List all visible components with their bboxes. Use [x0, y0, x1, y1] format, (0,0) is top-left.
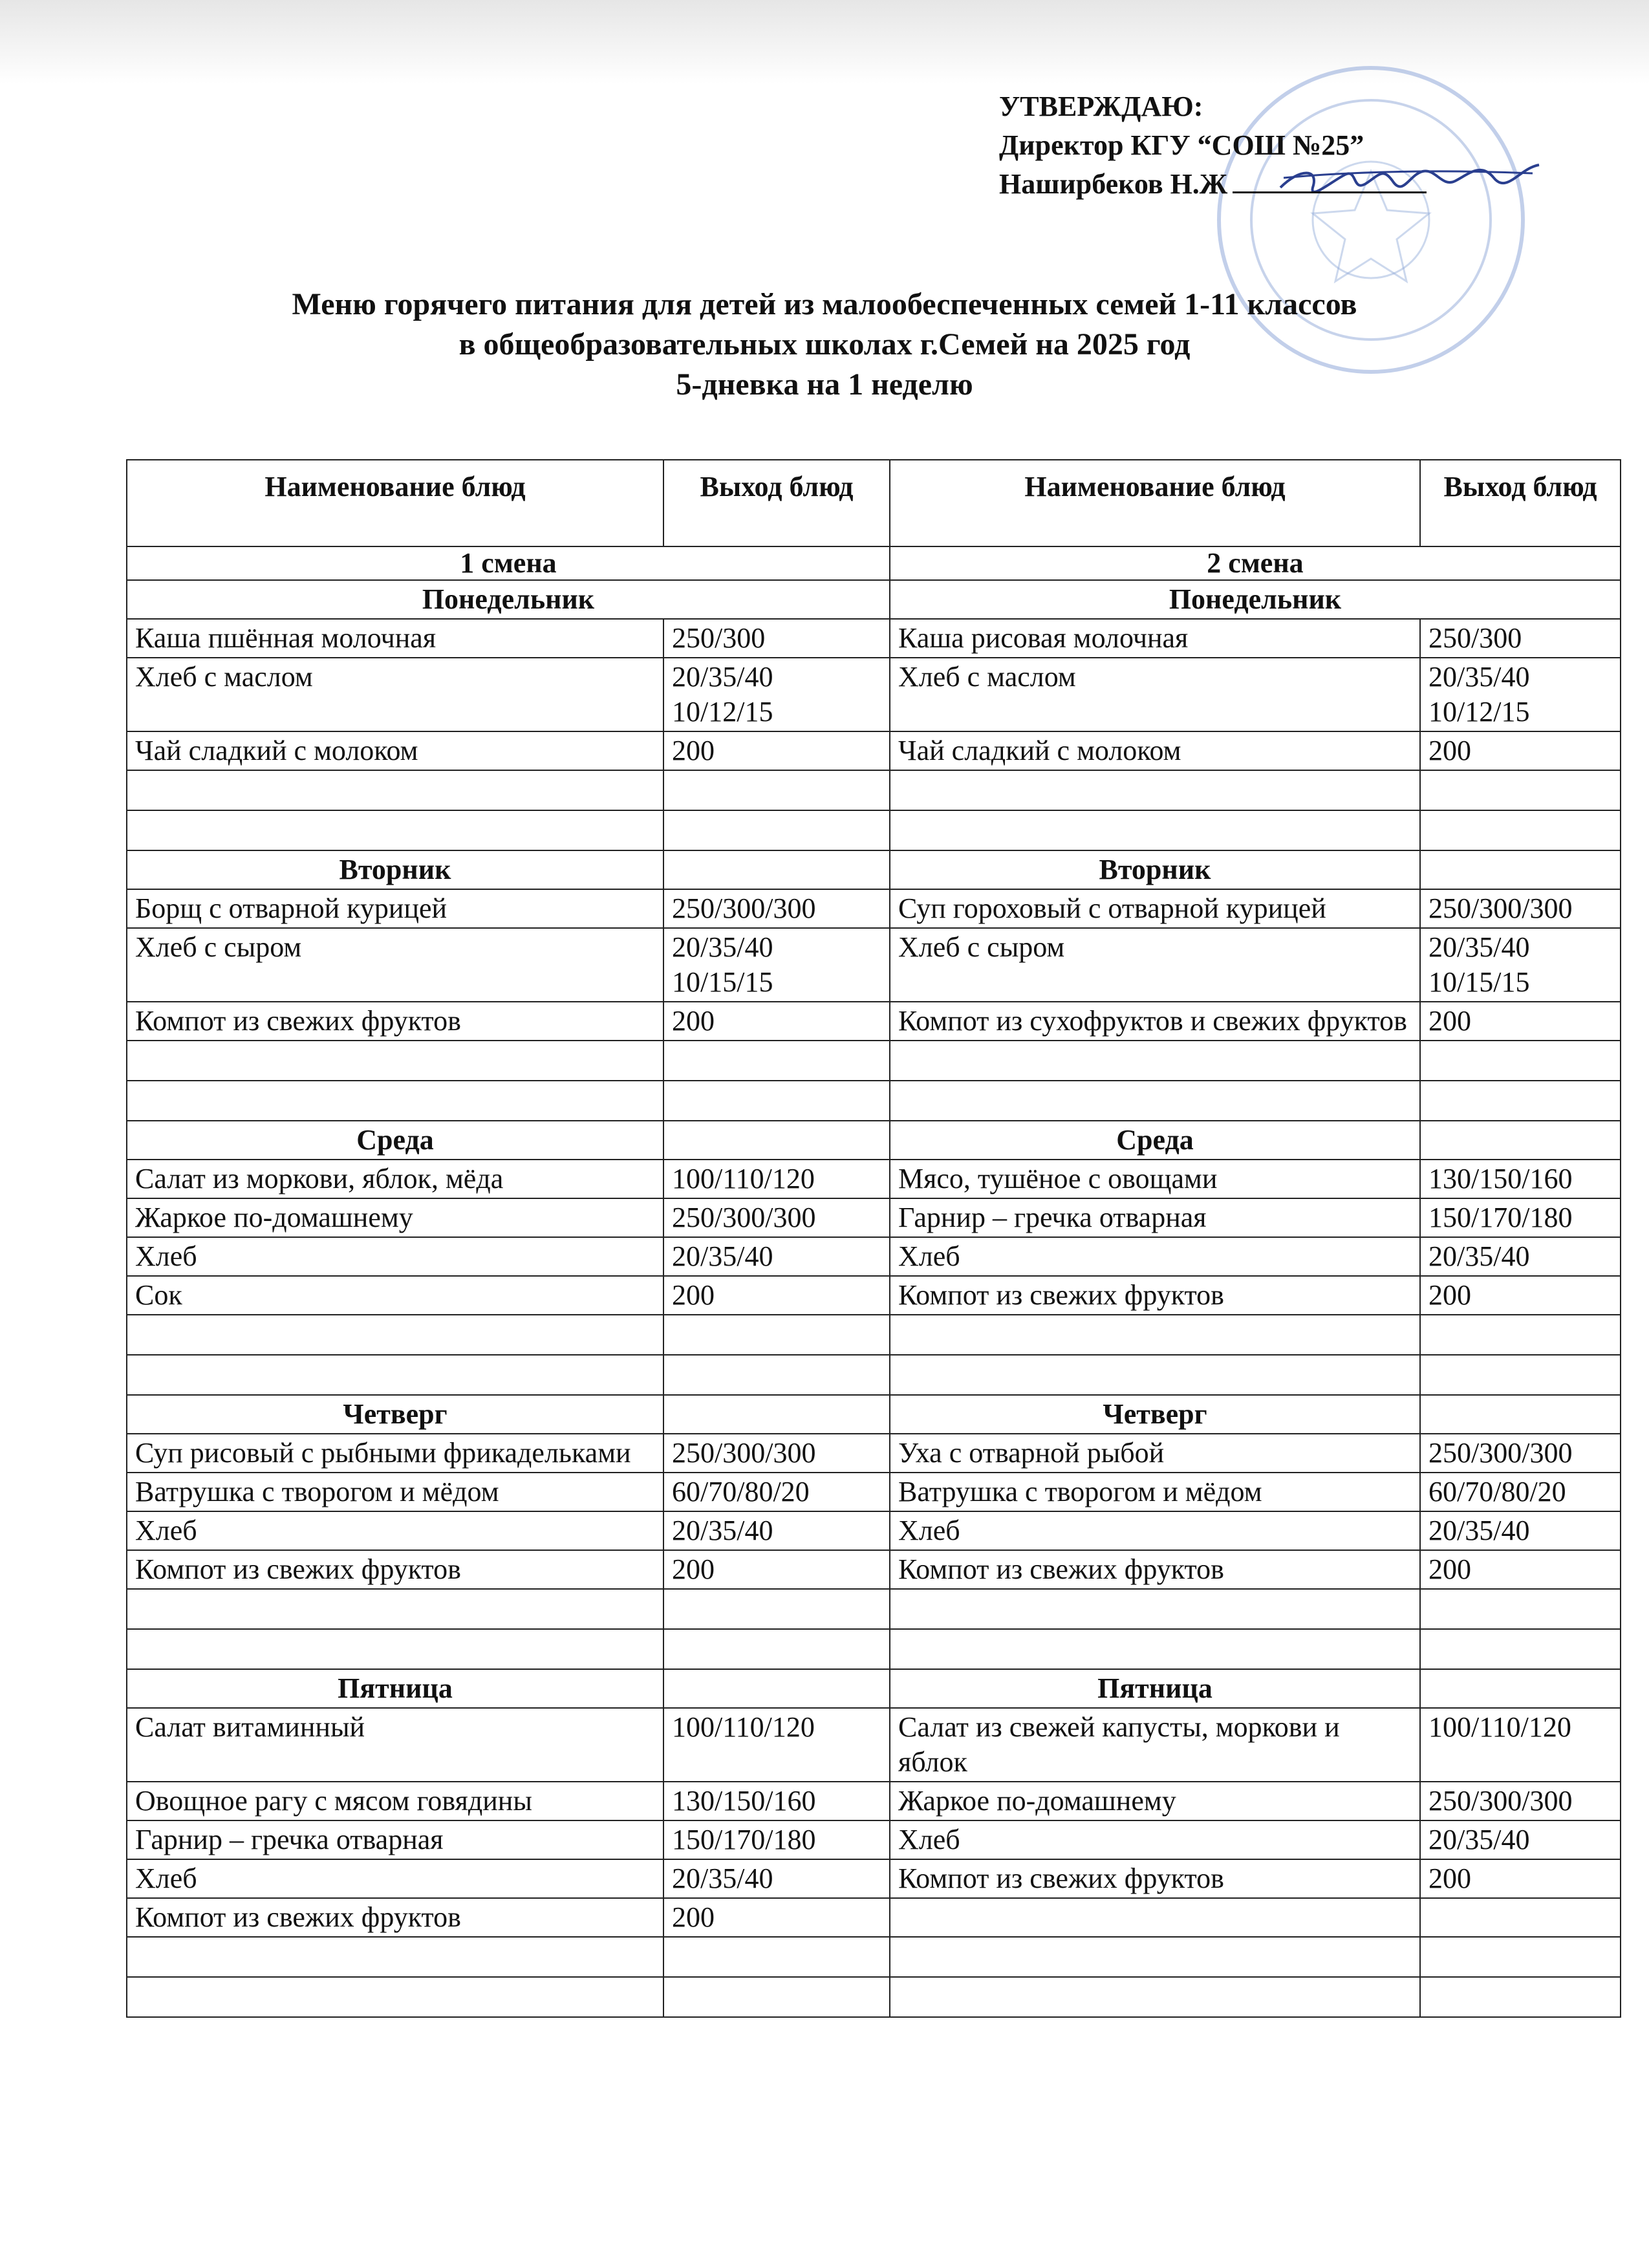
- header-dish-name-2: Наименование блюд: [890, 460, 1420, 546]
- day-label-shift-1: Вторник: [127, 850, 663, 889]
- dish-name-shift-1: Компот из свежих фруктов: [127, 1002, 663, 1041]
- table-row: [127, 928, 1621, 1002]
- portion-shift-1: [663, 1041, 890, 1081]
- empty-row: [127, 770, 1621, 810]
- day-label-shift-2: Понедельник: [890, 580, 1621, 619]
- table-row: [127, 1434, 1621, 1473]
- dish-name-shift-1: [127, 1589, 663, 1629]
- portion-shift-1: 100/110/120: [663, 1160, 890, 1198]
- dish-name-shift-1: Хлеб с сыром: [127, 928, 663, 1002]
- portion-shift-1: 20/35/40: [663, 1859, 890, 1898]
- day-label-shift-1: Среда: [127, 1121, 663, 1160]
- table-row: [127, 1859, 1621, 1898]
- portion-shift-1: 200: [663, 1550, 890, 1589]
- portion-shift-1: 250/300/300: [663, 1434, 890, 1473]
- dish-name-shift-2: Чай сладкий с молоком: [890, 731, 1420, 770]
- dish-name-shift-2: [890, 1629, 1420, 1669]
- dish-name-shift-1: Компот из свежих фруктов: [127, 1550, 663, 1589]
- portion-shift-2: 150/170/180: [1420, 1198, 1621, 1237]
- dish-name-shift-2: [890, 1937, 1420, 1977]
- day-empty-cell: [663, 1669, 890, 1708]
- dish-name-shift-1: Ватрушка с творогом и мёдом: [127, 1473, 663, 1511]
- portion-shift-1: 60/70/80/20: [663, 1473, 890, 1511]
- dish-name-shift-2: Хлеб: [890, 1237, 1420, 1276]
- day-row: [127, 1121, 1621, 1160]
- shift-row: [127, 546, 1621, 580]
- menu-table: [126, 459, 1621, 2018]
- empty-row: [127, 1315, 1621, 1355]
- shift-2-label: 2 смена: [890, 546, 1621, 580]
- empty-row: [127, 1041, 1621, 1081]
- approval-signer: [999, 165, 1427, 204]
- portion-shift-1: [663, 1589, 890, 1629]
- portion-shift-1: [663, 1315, 890, 1355]
- table-row: [127, 1550, 1621, 1589]
- empty-row: [127, 1081, 1621, 1121]
- portion-shift-2: 200: [1420, 731, 1621, 770]
- portion-shift-1: 20/35/40: [663, 1511, 890, 1550]
- table-row: [127, 619, 1621, 658]
- portion-shift-2: [1420, 1898, 1621, 1937]
- portion-shift-2: [1420, 770, 1621, 810]
- header-portion-1: Выход блюд: [663, 460, 890, 546]
- dish-name-shift-2: Уха с отварной рыбой: [890, 1434, 1420, 1473]
- table-row: [127, 1002, 1621, 1041]
- empty-row: [127, 1629, 1621, 1669]
- dish-name-shift-1: Хлеб с маслом: [127, 658, 663, 731]
- portion-shift-2: [1420, 1041, 1621, 1081]
- dish-name-shift-2: [890, 1898, 1420, 1937]
- dish-name-shift-2: Гарнир – гречка отварная: [890, 1198, 1420, 1237]
- portion-shift-1: [663, 1977, 890, 2017]
- dish-name-shift-2: Суп гороховый с отварной курицей: [890, 889, 1420, 928]
- empty-row: [127, 810, 1621, 850]
- portion-shift-2: 200: [1420, 1002, 1621, 1041]
- day-label-shift-2: Вторник: [890, 850, 1420, 889]
- portion-shift-1: [663, 1937, 890, 1977]
- dish-name-shift-2: [890, 770, 1420, 810]
- table-header-row: [127, 460, 1621, 546]
- dish-name-shift-2: Мясо, тушёное с овощами: [890, 1160, 1420, 1198]
- dish-name-shift-2: [890, 1355, 1420, 1395]
- dish-name-shift-1: [127, 770, 663, 810]
- table-row: [127, 1473, 1621, 1511]
- portion-shift-1: 200: [663, 1002, 890, 1041]
- day-label-shift-1: Понедельник: [127, 580, 890, 619]
- approval-heading: УТВЕРЖДАЮ:: [999, 91, 1203, 122]
- dish-name-shift-2: [890, 1041, 1420, 1081]
- table-row: [127, 1237, 1621, 1276]
- dish-name-shift-2: Хлеб с маслом: [890, 658, 1420, 731]
- portion-shift-2: 200: [1420, 1550, 1621, 1589]
- day-label-shift-1: Четверг: [127, 1395, 663, 1434]
- portion-shift-1: 20/35/40 10/15/15: [663, 928, 890, 1002]
- portion-shift-1: 250/300/300: [663, 889, 890, 928]
- portion-shift-2: 250/300/300: [1420, 889, 1621, 928]
- portion-shift-1: 20/35/40: [663, 1237, 890, 1276]
- dish-name-shift-2: Хлеб: [890, 1511, 1420, 1550]
- dish-name-shift-1: [127, 1315, 663, 1355]
- portion-shift-2: [1420, 1977, 1621, 2017]
- title-line-1: Меню горячего питания для детей из малообеспеченных семей 1-11 классов: [292, 287, 1357, 321]
- day-empty-cell: [663, 1121, 890, 1160]
- dish-name-shift-1: [127, 1081, 663, 1121]
- portion-shift-1: 200: [663, 1898, 890, 1937]
- dish-name-shift-1: [127, 1355, 663, 1395]
- portion-shift-1: [663, 1355, 890, 1395]
- table-row: [127, 889, 1621, 928]
- dish-name-shift-1: Салат витаминный: [127, 1708, 663, 1782]
- portion-shift-2: [1420, 1355, 1621, 1395]
- portion-shift-2: 20/35/40 10/15/15: [1420, 928, 1621, 1002]
- table-row: [127, 1898, 1621, 1937]
- day-row: [127, 1669, 1621, 1708]
- dish-name-shift-1: Хлеб: [127, 1511, 663, 1550]
- portion-shift-2: [1420, 1315, 1621, 1355]
- dish-name-shift-1: Салат из моркови, яблок, мёда: [127, 1160, 663, 1198]
- portion-shift-2: 250/300/300: [1420, 1434, 1621, 1473]
- day-row: [127, 580, 1621, 619]
- portion-shift-2: 20/35/40: [1420, 1820, 1621, 1859]
- dish-name-shift-1: Компот из свежих фруктов: [127, 1898, 663, 1937]
- empty-row: [127, 1977, 1621, 2017]
- dish-name-shift-2: [890, 1315, 1420, 1355]
- dish-name-shift-1: Борщ с отварной курицей: [127, 889, 663, 928]
- dish-name-shift-2: Салат из свежей капусты, моркови и яблок: [890, 1708, 1420, 1782]
- dish-name-shift-1: [127, 1937, 663, 1977]
- portion-shift-2: 250/300: [1420, 619, 1621, 658]
- dish-name-shift-1: Чай сладкий с молоком: [127, 731, 663, 770]
- day-empty-cell: [663, 850, 890, 889]
- menu-title: [0, 285, 1649, 405]
- portion-shift-1: 200: [663, 731, 890, 770]
- day-empty-cell: [1420, 1121, 1621, 1160]
- empty-row: [127, 1937, 1621, 1977]
- day-label-shift-1: Пятница: [127, 1669, 663, 1708]
- table-row: [127, 1708, 1621, 1782]
- portion-shift-2: [1420, 1937, 1621, 1977]
- dish-name-shift-1: [127, 1977, 663, 2017]
- dish-name-shift-1: Хлеб: [127, 1859, 663, 1898]
- portion-shift-1: [663, 1081, 890, 1121]
- title-line-3: 5-дневка на 1 неделю: [676, 367, 973, 402]
- portion-shift-2: 100/110/120: [1420, 1708, 1621, 1782]
- portion-shift-1: [663, 1629, 890, 1669]
- empty-row: [127, 1589, 1621, 1629]
- portion-shift-1: 130/150/160: [663, 1782, 890, 1820]
- day-row: [127, 1395, 1621, 1434]
- portion-shift-2: 200: [1420, 1859, 1621, 1898]
- approval-block: [999, 87, 1427, 204]
- shift-1-label: 1 смена: [127, 546, 890, 580]
- portion-shift-2: 20/35/40: [1420, 1237, 1621, 1276]
- portion-shift-1: 100/110/120: [663, 1708, 890, 1782]
- portion-shift-2: 20/35/40 10/12/15: [1420, 658, 1621, 731]
- portion-shift-1: [663, 770, 890, 810]
- approval-director: Директор КГУ “СОШ №25”: [999, 129, 1364, 161]
- day-empty-cell: [1420, 850, 1621, 889]
- table-row: [127, 658, 1621, 731]
- table-row: [127, 1511, 1621, 1550]
- dish-name-shift-2: Каша рисовая молочная: [890, 619, 1420, 658]
- portion-shift-2: 130/150/160: [1420, 1160, 1621, 1198]
- dish-name-shift-2: Хлеб: [890, 1820, 1420, 1859]
- day-label-shift-2: Пятница: [890, 1669, 1420, 1708]
- dish-name-shift-1: [127, 810, 663, 850]
- dish-name-shift-1: Овощное рагу с мясом говядины: [127, 1782, 663, 1820]
- portion-shift-1: 250/300/300: [663, 1198, 890, 1237]
- header-portion-2: Выход блюд: [1420, 460, 1621, 546]
- table-row: [127, 1820, 1621, 1859]
- portion-shift-2: [1420, 810, 1621, 850]
- table-row: [127, 1160, 1621, 1198]
- dish-name-shift-2: [890, 1081, 1420, 1121]
- dish-name-shift-1: Сок: [127, 1276, 663, 1315]
- dish-name-shift-2: Компот из свежих фруктов: [890, 1859, 1420, 1898]
- dish-name-shift-2: Ватрушка с творогом и мёдом: [890, 1473, 1420, 1511]
- day-empty-cell: [663, 1395, 890, 1434]
- dish-name-shift-2: [890, 1977, 1420, 2017]
- day-label-shift-2: Четверг: [890, 1395, 1420, 1434]
- dish-name-shift-1: Хлеб: [127, 1237, 663, 1276]
- dish-name-shift-2: [890, 810, 1420, 850]
- dish-name-shift-1: Жаркое по-домашнему: [127, 1198, 663, 1237]
- dish-name-shift-1: Каша пшённая молочная: [127, 619, 663, 658]
- table-row: [127, 731, 1621, 770]
- portion-shift-2: 250/300/300: [1420, 1782, 1621, 1820]
- approval-signer-name: Наширбеков Н.Ж: [999, 168, 1228, 200]
- dish-name-shift-1: [127, 1041, 663, 1081]
- dish-name-shift-2: Жаркое по-домашнему: [890, 1782, 1420, 1820]
- day-empty-cell: [1420, 1669, 1621, 1708]
- header-dish-name-1: Наименование блюд: [127, 460, 663, 546]
- day-row: [127, 850, 1621, 889]
- dish-name-shift-2: Компот из сухофруктов и свежих фруктов: [890, 1002, 1420, 1041]
- portion-shift-2: 200: [1420, 1276, 1621, 1315]
- portion-shift-2: [1420, 1081, 1621, 1121]
- table-row: [127, 1782, 1621, 1820]
- day-label-shift-2: Среда: [890, 1121, 1420, 1160]
- title-line-2: в общеобразовательных школах г.Семей на 2025 год: [458, 327, 1191, 362]
- table-row: [127, 1276, 1621, 1315]
- dish-name-shift-2: Компот из свежих фруктов: [890, 1276, 1420, 1315]
- portion-shift-2: 60/70/80/20: [1420, 1473, 1621, 1511]
- table-row: [127, 1198, 1621, 1237]
- signature-line: [1233, 172, 1427, 193]
- dish-name-shift-1: Суп рисовый с рыбными фрикадельками: [127, 1434, 663, 1473]
- dish-name-shift-1: Гарнир – гречка отварная: [127, 1820, 663, 1859]
- dish-name-shift-1: [127, 1629, 663, 1669]
- dish-name-shift-2: [890, 1589, 1420, 1629]
- portion-shift-1: [663, 810, 890, 850]
- dish-name-shift-2: Хлеб с сыром: [890, 928, 1420, 1002]
- empty-row: [127, 1355, 1621, 1395]
- dish-name-shift-2: Компот из свежих фруктов: [890, 1550, 1420, 1589]
- portion-shift-2: 20/35/40: [1420, 1511, 1621, 1550]
- portion-shift-1: 150/170/180: [663, 1820, 890, 1859]
- portion-shift-2: [1420, 1629, 1621, 1669]
- portion-shift-1: 250/300: [663, 619, 890, 658]
- portion-shift-2: [1420, 1589, 1621, 1629]
- day-empty-cell: [1420, 1395, 1621, 1434]
- portion-shift-1: 200: [663, 1276, 890, 1315]
- portion-shift-1: 20/35/40 10/12/15: [663, 658, 890, 731]
